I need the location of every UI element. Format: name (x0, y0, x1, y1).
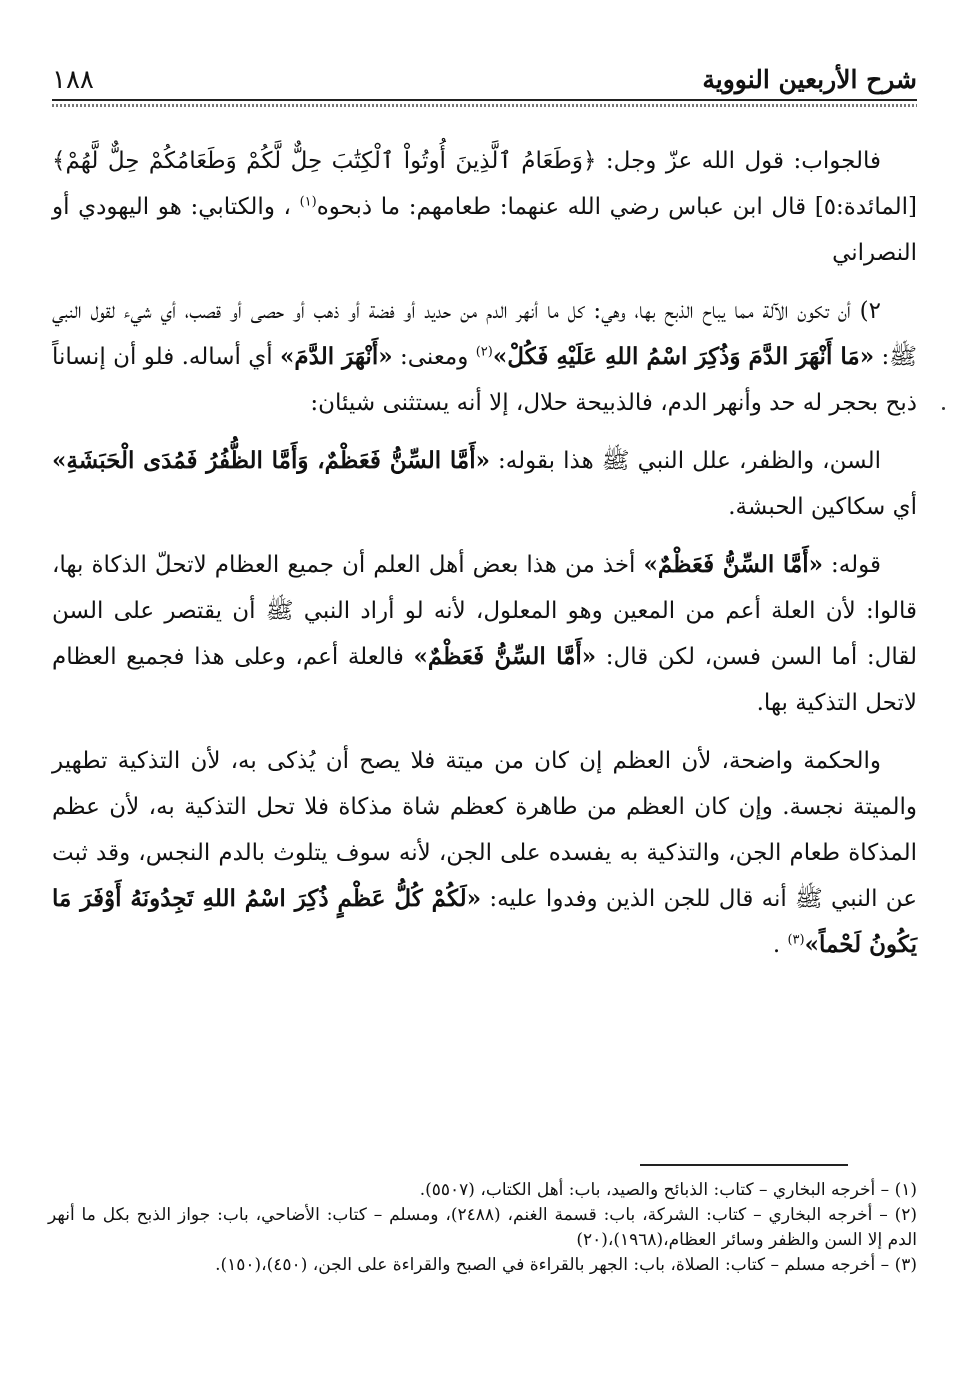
paragraph-bones (52, 542, 917, 726)
footnote-ref-2: (٢) (475, 344, 493, 360)
text-run: والحكمة واضحة، لأن العظم إن كان من ميتة فلا يصح أن يُذكى به، لأن التذكية تطهير والميتة نجسة. وإن كان العظم من طاهرة كعظم شاة مذكاة فلا تحل التذكية به، لأن عظم المذكاة طعام الجن، والتذكية به يفسده على الجن، لأنه سوف يتلوث بالدم النجس، وقد ثبت عن النبي ﷺ أنه قال للجن الذين وفدوا عليه: (52, 748, 917, 912)
text-run: ، والكتابي: هو اليهودي أو النصراني (52, 194, 917, 266)
text-run: السن، والظفر، علل النبي ﷺ هذا بقوله: (489, 448, 882, 474)
footnote-1: (١) – أخرجه البخاري – كتاب: الذبائح والصيد، باب: أهل الكتاب، (٥٥٠٧). (419, 1180, 917, 1200)
text-run: قوله: (823, 552, 881, 578)
running-header (52, 62, 917, 98)
text-run: أخذ من هذا بعض أهل العلم أن جميع العظام لاتحلّ الذكاة بها، قالوا: لأن العلة أعم من المعين وهو المعلول، لأنه لو أراد النبي ﷺ أن يقتصر على السن لقال: أما السن فسن، لكن قال: (52, 552, 918, 670)
footnote-3: (٣) – أخرجه مسلم – كتاب: الصلاة، باب: الجهر بالقراءة في الصبح والقراءة على الجن، (٤٥٠)،(١٥٠). (215, 1255, 917, 1275)
book-title: شرح الأربعين النووية (702, 65, 917, 94)
hadith-quote: «لَكُمْ كُلُّ عَظْمٍ ذُكِرَ اسْمُ اللهِ تَجِدُونَهُ أَوْفَرَ مَا يَكُونُ لَحْماً» (52, 885, 917, 958)
margin-dot (942, 407, 945, 410)
text-run: [المائدة:٥] قال ابن عباس رضي الله عنهما: طعامهم: ما ذبحوه (316, 194, 917, 220)
footnote-ref-3: (٣) (787, 932, 805, 948)
hadith-quote: «مَا أَنْهَرَ الدَّمَ وَذُكِرَ اسْمُ اللهِ عَلَيْهِ فَكُلْ» (492, 343, 875, 370)
footnote-ref-1: (١) (299, 194, 317, 210)
hadith-quote: «أَمَّا السِّنُّ فَعَظْمٌ» (643, 551, 824, 578)
footnote-rule (640, 1164, 848, 1166)
footnotes (48, 1178, 917, 1278)
header-rule (52, 99, 917, 107)
paragraph-condition-2 (52, 288, 917, 426)
hadith-quote: «أَنْهَرَ الدَّمَ» (280, 343, 393, 370)
hadith-quote: «أَمَّا السِّنُّ فَعَظْمٌ» (413, 643, 597, 670)
paragraph-wisdom (52, 738, 917, 968)
text-run: أي أساله. فلو أن إنساناً ذبح بحجر له حد وأنهر الدم، فالذبيحة حلال، إلا أنه يستثنى شيئان: (52, 344, 917, 416)
text-run: فالعلة أعم، وعلى هذا فجميع العظام لاتحل التذكية بها. (52, 644, 917, 716)
footnote-2: (٢) – أخرجه البخاري – كتاب: الشركة، باب: قسمة الغنم، (٢٤٨٨)، ومسلم – كتاب: الأضاحي، باب: جواز الذبح بكل ما أنهر الدم إلا السن والظفر وسائر العظام،(١٩٦٨)،(٢٠) (48, 1205, 917, 1250)
text-run: ومعنى: (392, 344, 476, 370)
text-run: أي سكاكين الحبشة. (728, 494, 917, 520)
main-text (52, 138, 917, 980)
quran-verse: ﴿وَطَعَامُ ٱلَّذِينَ أُوتُواْ ٱلْكِتَٰبَ حِلٌّ لَّكُمْ وَطَعَامُكُمْ حِلٌّ لَّهُمْ﴾ (52, 148, 597, 174)
text-run: فالجواب: قول الله عزّ وجل: (596, 148, 881, 174)
paragraph-tooth-nail (52, 438, 917, 530)
text-run: . (772, 932, 788, 958)
hadith-quote: «أَمَّا السِّنُّ فَعَظْمٌ، وَأَمَّا الظُّفُرُ فَمُدَى الْحَبَشَةِ» (52, 447, 490, 474)
paragraph-answer (52, 138, 917, 276)
page-number: ١٨٨ (52, 65, 94, 95)
text-run: ٢) أن تكون الآلة مما يباح الذبح بها، وهي: كل ما أنهر الدم من حديد أو فضة أو ذهب أو حصى أو قصب، أي شيء لقول النبي ﷺ: (52, 298, 917, 370)
